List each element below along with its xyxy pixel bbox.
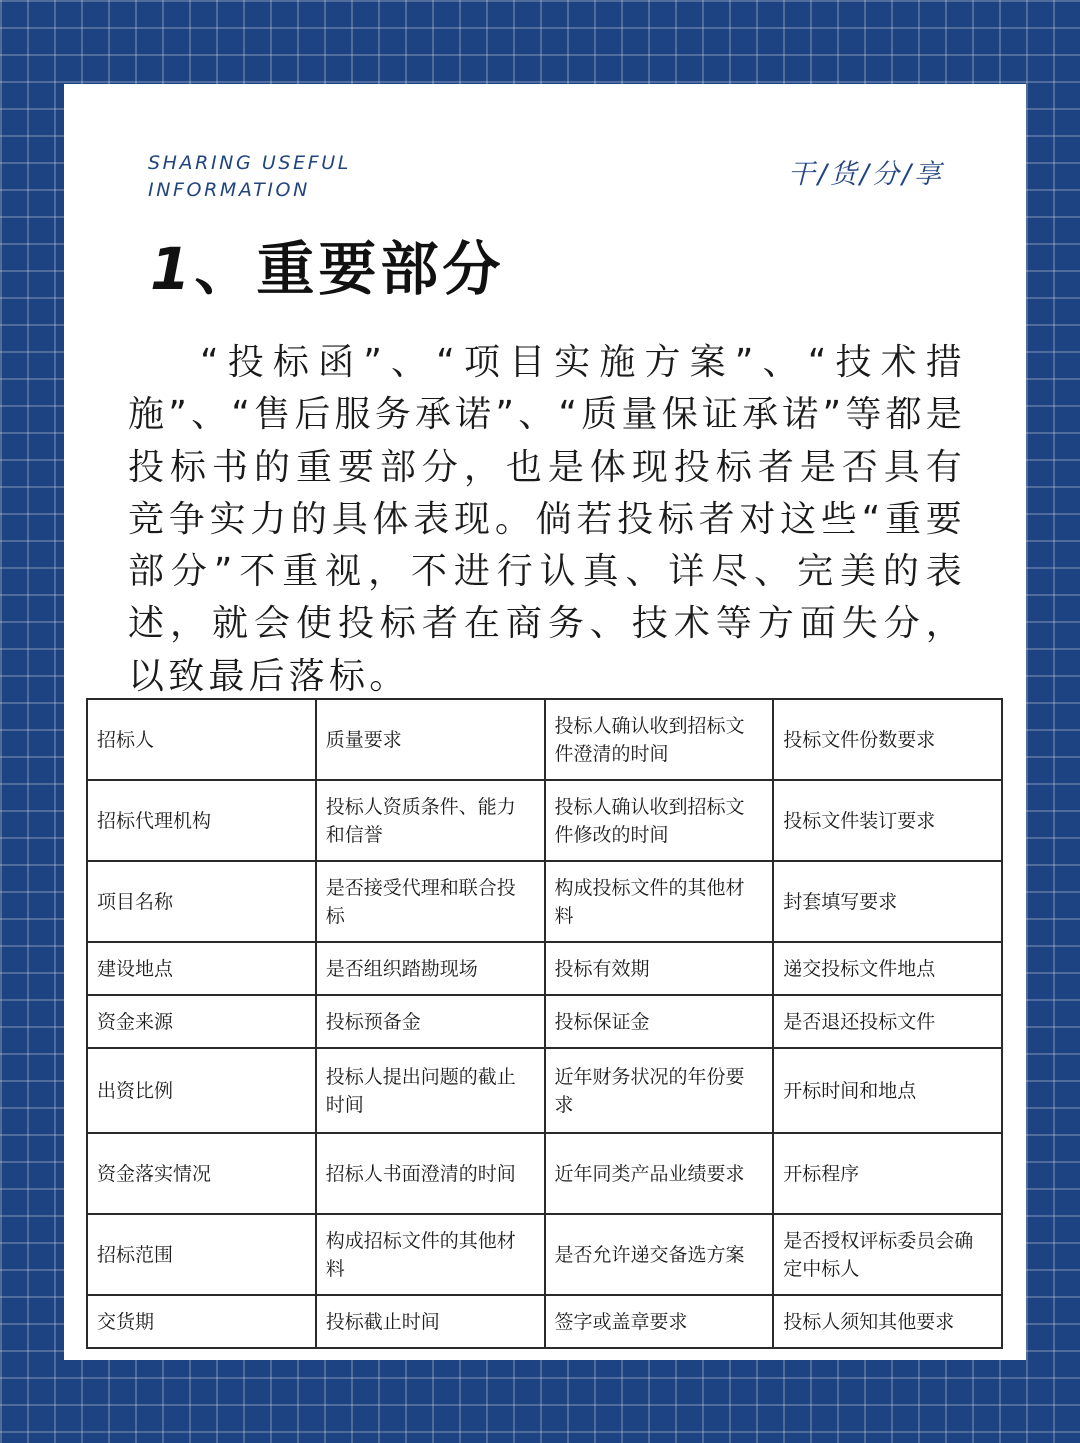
section-paragraph: “投标函”、“项目实施方案”、“技术措施”、“售后服务承诺”、“质量保证承诺”等都是投标书的重要部分，也是体现投标者是否具有竞争实力的具体表现。倘若投标者对这些“重要部分”不重视，不进行认真、详尽、完美的表述，就会使投标者在商务、技术等方面失分，以致最后落标。	[128, 342, 966, 697]
tagline: 干/货/分/享	[787, 159, 944, 190]
sharing-label	[148, 150, 408, 204]
table-cell: 是否授权评标委员会确定中标人	[773, 1214, 1002, 1295]
table-cell: 递交投标文件地点	[773, 942, 1002, 995]
table-cell: 招标人	[87, 699, 316, 780]
table-cell: 投标人确认收到招标文件澄清的时间	[545, 699, 774, 780]
table-cell: 近年同类产品业绩要求	[545, 1133, 774, 1214]
table-cell: 投标有效期	[545, 942, 774, 995]
section-title: 、重要部分	[194, 235, 505, 303]
section-heading	[150, 234, 504, 304]
table-cell: 投标人资质条件、能力和信誉	[316, 780, 545, 861]
table-cell: 质量要求	[316, 699, 545, 780]
table-cell: 投标人确认收到招标文件修改的时间	[545, 780, 774, 861]
table-cell: 招标人书面澄清的时间	[316, 1133, 545, 1214]
table-row	[87, 1048, 1002, 1133]
table-cell: 投标截止时间	[316, 1295, 545, 1348]
table-row	[87, 995, 1002, 1048]
table-row	[87, 942, 1002, 995]
table-cell: 是否组织踏勘现场	[316, 942, 545, 995]
content-card	[64, 84, 1026, 1360]
table-row	[87, 699, 1002, 780]
sharing-line-2: INFORMATION	[148, 179, 310, 201]
table-cell: 投标人须知其他要求	[773, 1295, 1002, 1348]
table-cell: 是否允许递交备选方案	[545, 1214, 774, 1295]
table-cell: 招标范围	[87, 1214, 316, 1295]
requirements-table-wrap	[86, 698, 1003, 1349]
table-cell: 是否退还投标文件	[773, 995, 1002, 1048]
table-row	[87, 1133, 1002, 1214]
table-cell: 签字或盖章要求	[545, 1295, 774, 1348]
table-row	[87, 1295, 1002, 1348]
table-cell: 投标文件份数要求	[773, 699, 1002, 780]
table-cell: 投标预备金	[316, 995, 545, 1048]
table-row	[87, 861, 1002, 942]
table-cell: 投标保证金	[545, 995, 774, 1048]
table-cell: 开标程序	[773, 1133, 1002, 1214]
table-row	[87, 1214, 1002, 1295]
table-cell: 封套填写要求	[773, 861, 1002, 942]
table-cell: 交货期	[87, 1295, 316, 1348]
table-cell: 投标文件装订要求	[773, 780, 1002, 861]
table-cell: 资金落实情况	[87, 1133, 316, 1214]
table-cell: 是否接受代理和联合投标	[316, 861, 545, 942]
table-cell: 投标人提出问题的截止时间	[316, 1048, 545, 1133]
table-cell: 近年财务状况的年份要求	[545, 1048, 774, 1133]
table-cell: 开标时间和地点	[773, 1048, 1002, 1133]
table-cell: 出资比例	[87, 1048, 316, 1133]
table-cell: 项目名称	[87, 861, 316, 942]
table-cell: 构成招标文件的其他材料	[316, 1214, 545, 1295]
sharing-line-1: SHARING USEFUL	[148, 152, 351, 174]
table-row	[87, 780, 1002, 861]
table-cell: 资金来源	[87, 995, 316, 1048]
table-cell: 招标代理机构	[87, 780, 316, 861]
requirements-table	[86, 698, 1003, 1349]
section-number: 1	[150, 235, 195, 303]
table-cell: 构成投标文件的其他材料	[545, 861, 774, 942]
table-cell: 建设地点	[87, 942, 316, 995]
